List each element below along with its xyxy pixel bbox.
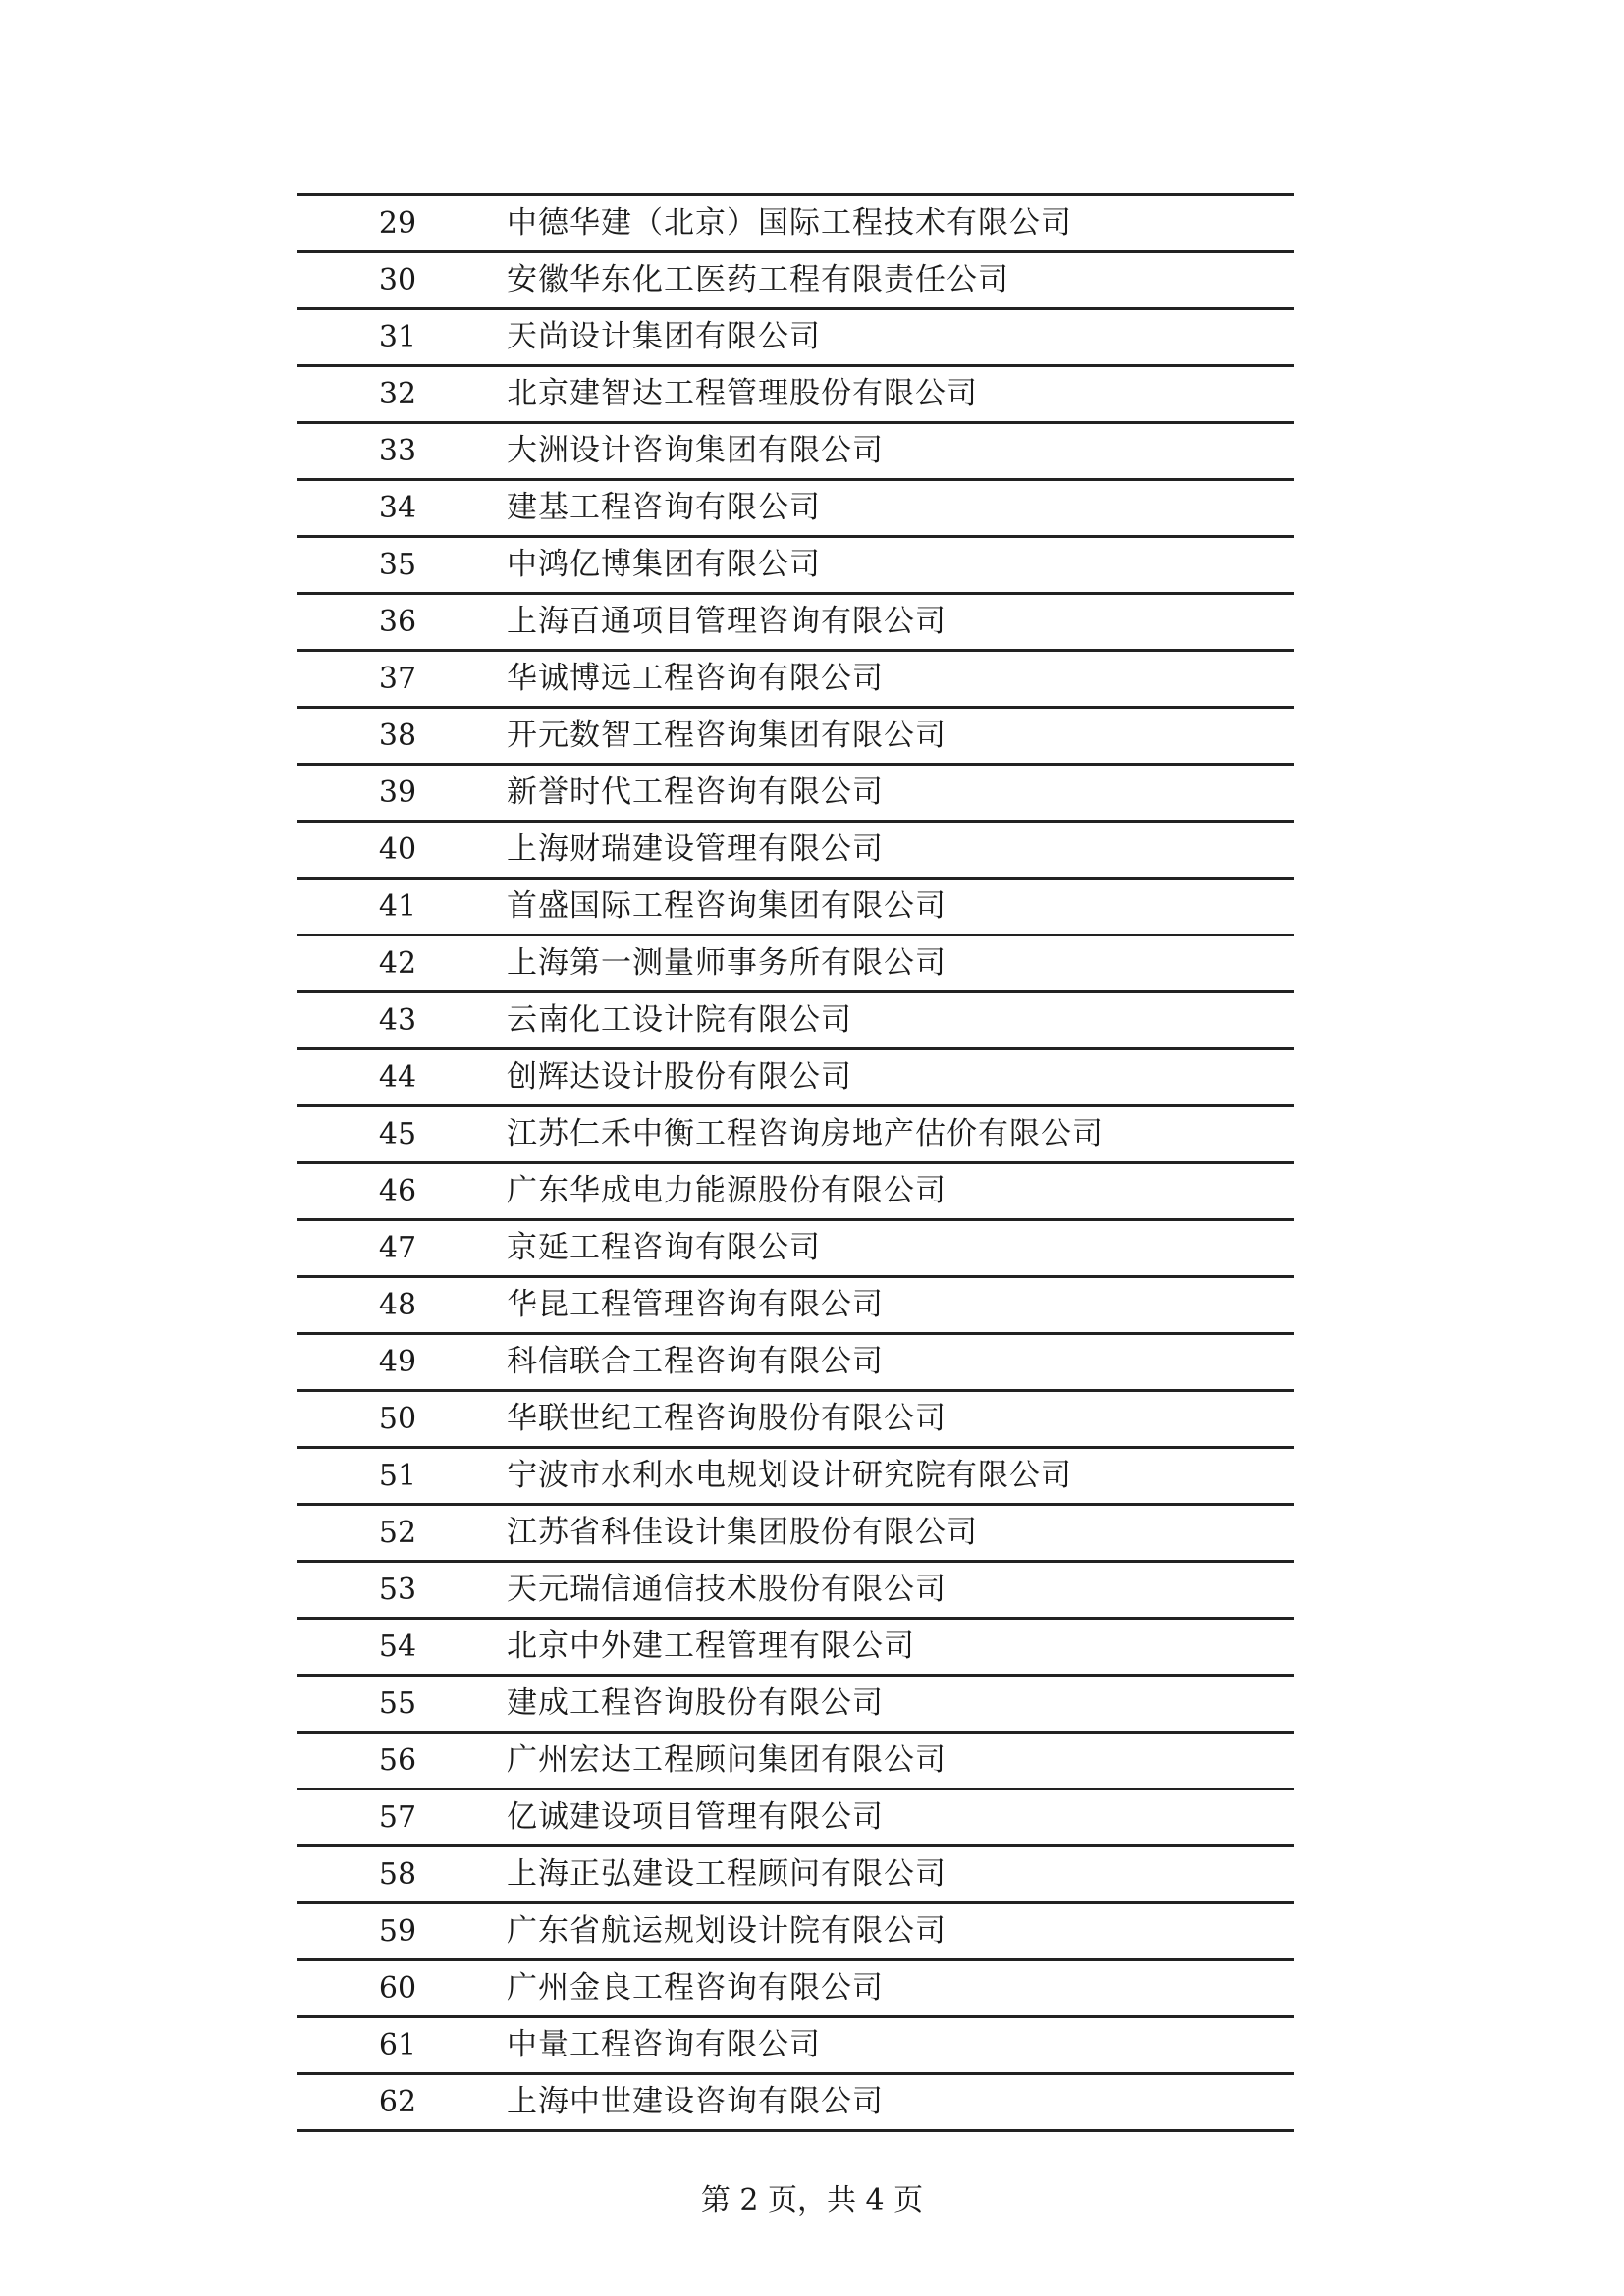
row-number: 61 xyxy=(378,2028,417,2062)
table-row xyxy=(297,367,1294,424)
table-row xyxy=(297,1392,1294,1449)
company-name: 新誉时代工程咨询有限公司 xyxy=(507,774,884,810)
company-name: 中鸿亿博集团有限公司 xyxy=(507,547,821,582)
table-row xyxy=(297,1677,1294,1734)
company-name: 天尚设计集团有限公司 xyxy=(507,319,821,354)
table-row xyxy=(297,709,1294,766)
row-number: 52 xyxy=(378,1516,417,1550)
company-name: 建成工程咨询股份有限公司 xyxy=(507,1685,884,1721)
company-name: 宁波市水利水电规划设计研究院有限公司 xyxy=(507,1458,1072,1493)
table-row xyxy=(297,823,1294,880)
row-number: 40 xyxy=(378,832,417,867)
row-number: 49 xyxy=(378,1345,417,1379)
company-name: 广州宏达工程顾问集团有限公司 xyxy=(507,1742,947,1778)
company-name: 大洲设计咨询集团有限公司 xyxy=(507,433,884,468)
company-name: 广州金良工程咨询有限公司 xyxy=(507,1970,884,2005)
table-row xyxy=(297,595,1294,652)
company-name: 华联世纪工程咨询股份有限公司 xyxy=(507,1401,947,1436)
table-row xyxy=(297,1790,1294,1847)
row-number: 57 xyxy=(378,1800,417,1835)
table-row xyxy=(297,766,1294,823)
company-name: 云南化工设计院有限公司 xyxy=(507,1002,852,1038)
company-name: 中量工程咨询有限公司 xyxy=(507,2027,821,2062)
table-row xyxy=(297,2075,1294,2132)
row-number: 38 xyxy=(378,719,417,753)
table-row xyxy=(297,1620,1294,1677)
table-row xyxy=(297,196,1294,253)
table-row xyxy=(297,1335,1294,1392)
company-name: 京延工程咨询有限公司 xyxy=(507,1230,821,1265)
row-number: 59 xyxy=(378,1914,417,1949)
company-name: 上海百通项目管理咨询有限公司 xyxy=(507,604,947,639)
row-number: 54 xyxy=(378,1629,417,1664)
row-number: 58 xyxy=(378,1857,417,1892)
row-number: 31 xyxy=(378,320,417,354)
row-number: 30 xyxy=(378,263,417,297)
row-number: 53 xyxy=(378,1573,417,1607)
company-name: 天元瑞信通信技术股份有限公司 xyxy=(507,1572,947,1607)
table-row xyxy=(297,1164,1294,1221)
table-row xyxy=(297,1904,1294,1961)
company-name: 上海财瑞建设管理有限公司 xyxy=(507,831,884,867)
company-name: 广东华成电力能源股份有限公司 xyxy=(507,1173,947,1208)
row-number: 37 xyxy=(378,662,417,696)
table-row xyxy=(297,993,1294,1050)
table-row xyxy=(297,1847,1294,1904)
table-row xyxy=(297,1563,1294,1620)
company-name: 亿诚建设项目管理有限公司 xyxy=(507,1799,884,1835)
row-number: 62 xyxy=(378,2085,417,2119)
company-name: 科信联合工程咨询有限公司 xyxy=(507,1344,884,1379)
company-name: 江苏省科佳设计集团股份有限公司 xyxy=(507,1515,978,1550)
company-name: 开元数智工程咨询集团有限公司 xyxy=(507,718,947,753)
row-number: 47 xyxy=(378,1231,417,1265)
row-number: 42 xyxy=(378,946,417,981)
row-number: 39 xyxy=(378,775,417,810)
company-name: 华昆工程管理咨询有限公司 xyxy=(507,1287,884,1322)
company-name: 中德华建（北京）国际工程技术有限公司 xyxy=(507,205,1072,240)
row-number: 44 xyxy=(378,1060,417,1095)
row-number: 51 xyxy=(378,1459,417,1493)
company-name: 首盛国际工程咨询集团有限公司 xyxy=(507,888,947,924)
table-row xyxy=(297,2018,1294,2075)
company-name: 建基工程咨询有限公司 xyxy=(507,490,821,525)
row-number: 33 xyxy=(378,434,417,468)
company-name: 上海第一测量师事务所有限公司 xyxy=(507,945,947,981)
company-name: 华诚博远工程咨询有限公司 xyxy=(507,661,884,696)
table-row xyxy=(297,936,1294,993)
row-number: 35 xyxy=(378,548,417,582)
row-number: 60 xyxy=(378,1971,417,2005)
company-name: 江苏仁禾中衡工程咨询房地产估价有限公司 xyxy=(507,1116,1104,1151)
row-number: 34 xyxy=(378,491,417,525)
row-number: 45 xyxy=(378,1117,417,1151)
table-row xyxy=(297,1221,1294,1278)
row-number: 43 xyxy=(378,1003,417,1038)
row-number: 41 xyxy=(378,889,417,924)
table-row xyxy=(297,310,1294,367)
table-row xyxy=(297,538,1294,595)
table-row xyxy=(297,652,1294,709)
table-row xyxy=(297,1107,1294,1164)
row-number: 56 xyxy=(378,1743,417,1778)
company-list-table xyxy=(297,193,1294,2132)
table-row xyxy=(297,1449,1294,1506)
company-name: 广东省航运规划设计院有限公司 xyxy=(507,1913,947,1949)
row-number: 29 xyxy=(378,206,417,240)
row-number: 55 xyxy=(378,1686,417,1721)
row-number: 32 xyxy=(378,377,417,411)
table-row xyxy=(297,1050,1294,1107)
company-name: 上海中世建设咨询有限公司 xyxy=(507,2084,884,2119)
table-row xyxy=(297,880,1294,936)
table-row xyxy=(297,481,1294,538)
company-name: 创辉达设计股份有限公司 xyxy=(507,1059,852,1095)
company-name: 北京中外建工程管理有限公司 xyxy=(507,1629,915,1664)
row-number: 50 xyxy=(378,1402,417,1436)
page-footer: 第 2 页，共 4 页 xyxy=(700,2183,924,2217)
row-number: 46 xyxy=(378,1174,417,1208)
table-row xyxy=(297,1961,1294,2018)
table-row xyxy=(297,253,1294,310)
company-name: 安徽华东化工医药工程有限责任公司 xyxy=(507,262,1009,297)
row-number: 36 xyxy=(378,605,417,639)
company-name: 北京建智达工程管理股份有限公司 xyxy=(507,376,978,411)
table-row xyxy=(297,424,1294,481)
table-row xyxy=(297,1734,1294,1790)
table-row xyxy=(297,1506,1294,1563)
company-name: 上海正弘建设工程顾问有限公司 xyxy=(507,1856,947,1892)
row-number: 48 xyxy=(378,1288,417,1322)
table-row xyxy=(297,1278,1294,1335)
